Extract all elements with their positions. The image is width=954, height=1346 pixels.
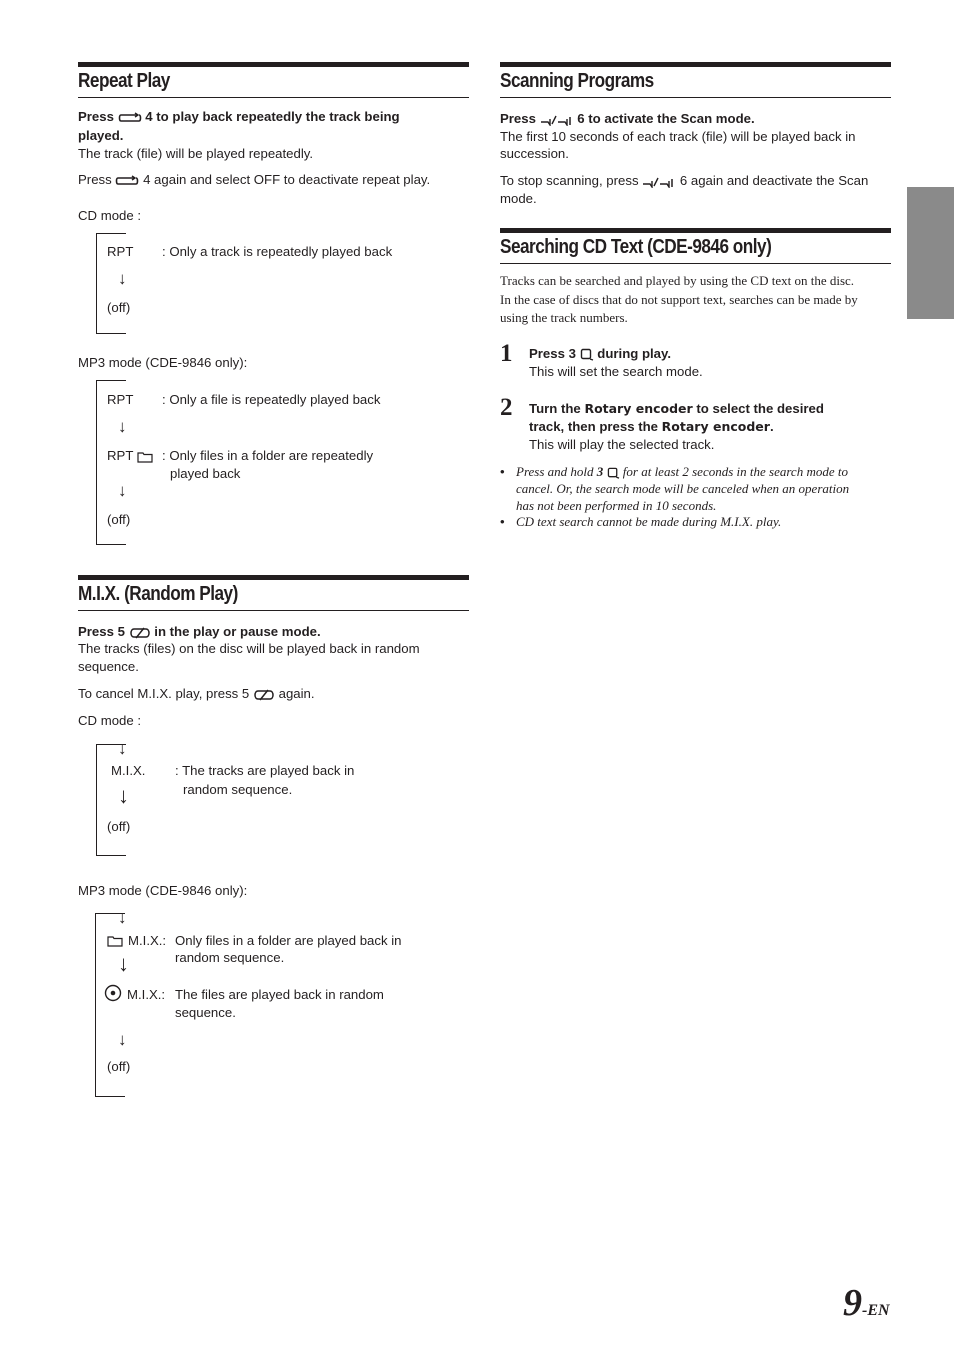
scan-description: The first 10 seconds of each track (file) will be played back in (500, 129, 856, 144)
rotary-encoder-label: Rotary encoder (584, 401, 693, 416)
scan-press-text: 6 to activate the Scan mode. (577, 111, 755, 126)
mix-cd-mix-desc: : The tracks are played back in (175, 763, 355, 778)
step-2-text: to select the desired (696, 401, 824, 416)
mix-folder-mix: M.I.X.: (128, 933, 167, 948)
scan-stop-text-cont: mode. (500, 191, 537, 206)
search-heading (500, 228, 891, 264)
mix-description: The tracks (files) on the disc will be played back in random (78, 641, 420, 656)
scan-icon (540, 114, 574, 126)
repeat-cd-rpt-desc: : Only a track is repeatedly played back (162, 244, 393, 259)
step-2-instruction (529, 400, 824, 417)
note-2: CD text search cannot be made during M.I.X. play. (516, 514, 782, 529)
step-2-description: This will play the selected track. (529, 437, 715, 452)
note-1-button-number: 3 (596, 464, 604, 479)
repeat-mp3-off: (off) (107, 512, 131, 527)
scan-title: Scanning Programs (500, 70, 654, 92)
page-number-suffix: -EN (862, 1302, 890, 1319)
note-1-text: Press and hold (516, 464, 594, 479)
repeat-mp3-mode-label: MP3 mode (CDE-9846 only): (78, 355, 248, 370)
mix-disc-mix-desc-cont: sequence. (175, 1005, 236, 1020)
note-1-cont-1: cancel. Or, the search mode will be canceled when an operation (516, 481, 850, 496)
mix-cd-off: (off) (107, 819, 131, 834)
repeat-mp3-rpt-desc: : Only a file is repeatedly played back (162, 392, 381, 407)
step-1-number: 1 (500, 340, 513, 367)
mix-title: M.I.X. (Random Play) (78, 583, 238, 605)
repeat-again-text: 4 again and select OFF to deactivate repeat play. (143, 172, 431, 187)
note-1-text-cont: for at least 2 seconds in the search mode to (622, 464, 848, 479)
mix-press-label: Press 5 (78, 624, 125, 639)
step-2-text-cont: track, then press the (529, 419, 658, 434)
down-arrow-icon: ↓ (118, 269, 127, 288)
repeat-mp3-rpt-folder-desc: : Only files in a folder are repeatedly (162, 448, 374, 463)
scan-press-label: Press (500, 111, 536, 126)
down-arrow-icon: ↓ (118, 1030, 127, 1049)
down-arrow-icon: ↓ (118, 783, 129, 808)
repeat-mp3-rpt-folder (107, 447, 153, 464)
step-2-turn-label: Turn the (529, 401, 581, 416)
section-tab (907, 187, 954, 319)
mix-mp3-mode-label: MP3 mode (CDE-9846 only): (78, 883, 248, 898)
step-1-instruction (529, 345, 671, 362)
repeat-mp3-rpt-folder-label: RPT (107, 448, 134, 463)
mix-cancel-label: To cancel M.I.X. play, press 5 (78, 686, 250, 701)
mix-folder-mix-desc-cont: random sequence. (175, 950, 285, 965)
mix-cancel-text: again. (278, 686, 315, 701)
scan-press-instruction (500, 110, 755, 127)
step-2-period: . (769, 419, 774, 434)
search-intro-cont-2: using the track numbers. (500, 310, 628, 325)
scan-stop-text: 6 again and deactivate the Scan (679, 173, 869, 188)
search-title: Searching CD Text (CDE-9846 only) (500, 236, 772, 258)
scan-description-cont: succession. (500, 146, 569, 161)
mix-heading (78, 575, 469, 611)
repeat-description: The track (file) will be played repeatedly. (78, 146, 314, 161)
repeat-mp3-rpt: RPT (107, 392, 134, 407)
mix-cd-mix-desc-cont: random sequence. (183, 782, 293, 797)
mix-press-text: in the play or pause mode. (154, 624, 321, 639)
repeat-press-text: 4 to play back repeatedly the track being (145, 109, 400, 124)
step-2-number: 2 (500, 394, 513, 421)
step-2-instruction-cont (529, 418, 774, 435)
disc-icon (104, 984, 122, 1002)
repeat-press-label: Press (78, 109, 114, 124)
repeat-play-heading (78, 62, 469, 98)
repeat-icon (115, 175, 139, 187)
mix-disc-mix: M.I.X.: (127, 987, 166, 1002)
repeat-cd-off: (off) (107, 300, 131, 315)
rotary-encoder-label: Rotary encoder (661, 419, 770, 434)
folder-icon (137, 451, 153, 463)
mix-cancel-instruction (78, 685, 315, 702)
page-number-digit: 9 (843, 1282, 862, 1324)
search-icon (607, 467, 620, 479)
scan-heading (500, 62, 891, 98)
mix-press-instruction (78, 623, 321, 640)
down-arrow-icon: ↓ (118, 739, 127, 758)
mix-icon (129, 627, 151, 639)
down-arrow-icon: ↓ (118, 951, 129, 976)
mix-disc-mix-desc: The files are played back in random (175, 987, 384, 1002)
repeat-icon (118, 112, 142, 124)
folder-icon (107, 935, 123, 947)
repeat-press-instruction (78, 108, 400, 125)
mix-icon (253, 689, 275, 701)
note-2-bullet: • (500, 514, 505, 529)
scan-stop-label: To stop scanning, press (500, 173, 639, 188)
repeat-play-title: Repeat Play (78, 70, 170, 92)
repeat-press-text-cont: played. (78, 128, 124, 143)
page-number (843, 1281, 890, 1325)
mix-cd-mix: M.I.X. (111, 763, 146, 778)
step-1-press-label: Press 3 (529, 346, 576, 361)
step-1-text: during play. (597, 346, 672, 361)
repeat-again-instruction (78, 171, 430, 188)
search-intro-cont-1: In the case of discs that do not support text, searches can be made by (500, 292, 858, 307)
note-1 (516, 463, 848, 480)
repeat-cd-rpt: RPT (107, 244, 134, 259)
repeat-again-label: Press (78, 172, 112, 187)
repeat-mp3-rpt-folder-desc-cont: played back (170, 466, 241, 481)
down-arrow-icon: ↓ (118, 481, 127, 500)
down-arrow-icon: ↓ (118, 908, 127, 927)
mix-mp3-off: (off) (107, 1059, 131, 1074)
note-1-cont-2: has not been performed in 10 seconds. (516, 498, 717, 513)
scan-stop-instruction (500, 172, 868, 189)
repeat-cd-mode-label: CD mode : (78, 208, 142, 223)
search-intro: Tracks can be searched and played by using the CD text on the disc. (500, 273, 855, 288)
mix-cd-mode-label: CD mode : (78, 713, 142, 728)
search-icon (580, 348, 594, 361)
note-1-bullet: • (500, 464, 505, 479)
scan-icon (642, 176, 676, 188)
mix-folder-mix-desc: Only files in a folder are played back in (175, 933, 402, 948)
down-arrow-icon: ↓ (118, 417, 127, 436)
step-1-description: This will set the search mode. (529, 364, 703, 379)
mix-description-cont: sequence. (78, 659, 139, 674)
